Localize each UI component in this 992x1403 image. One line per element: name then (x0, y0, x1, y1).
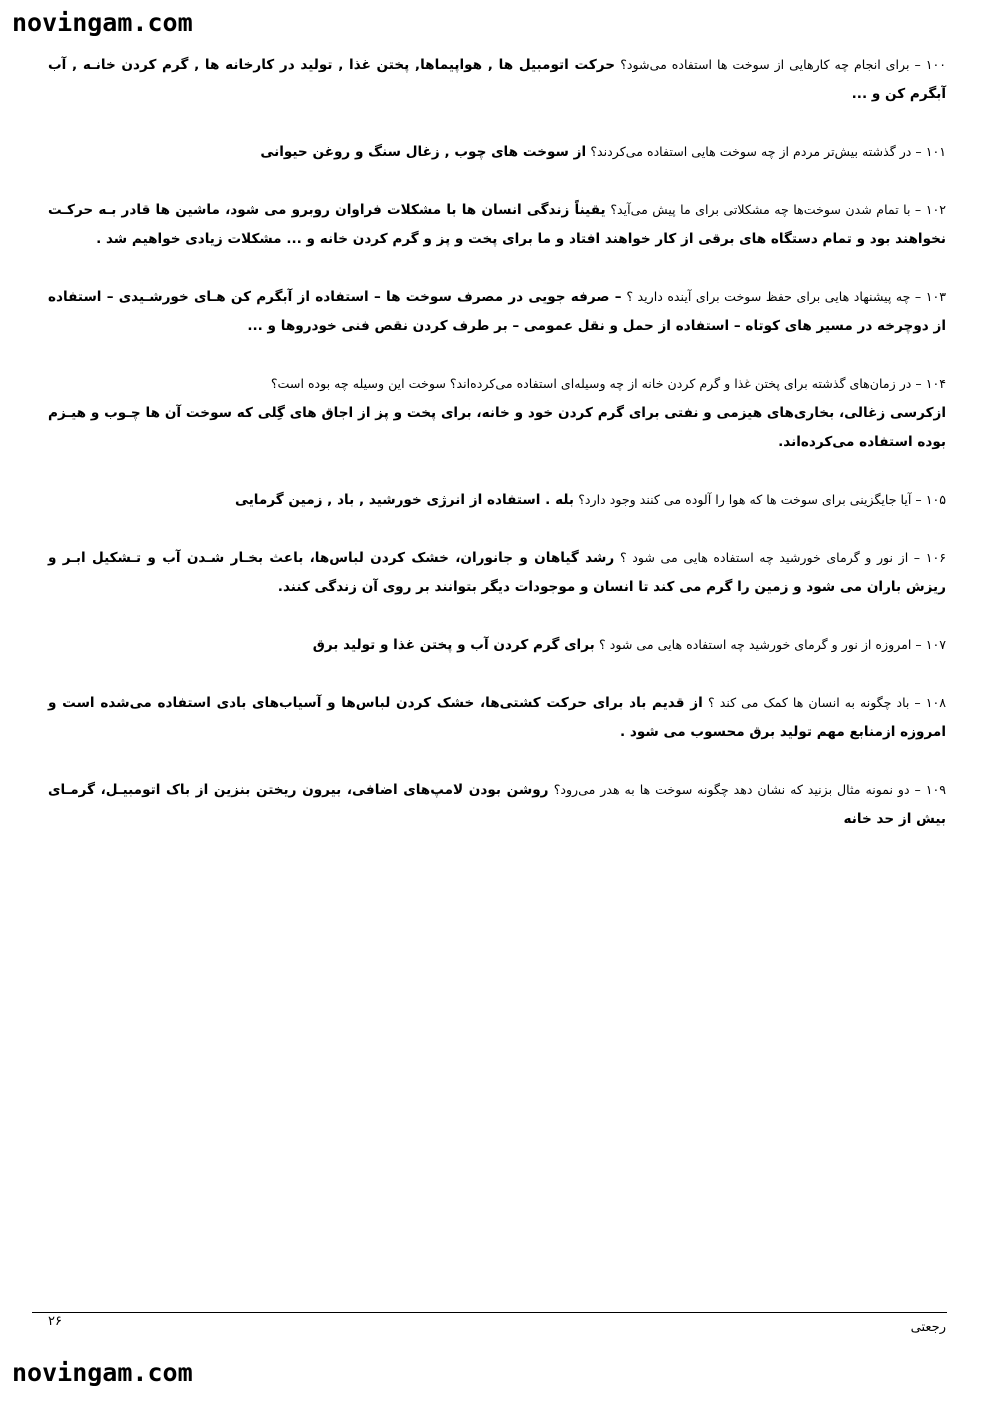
answer-text: یقیناً زندگی انسان ها با مشکلات فراوان روبرو می شود، ماشین ها قادر بـه حرکـت نخواهند بود و تمام دستگاه های برقی از کار خواهند افتاد و ما برای پخت و پز و گرم کردن خانه و ... مشکلات زیادی خواهیم شد . (48, 202, 946, 247)
qa-item (48, 282, 946, 341)
question-text: ۱۰۷ – امروزه از نور و گرمای خورشید چه استفاده هایی می شود ؟ (599, 637, 946, 652)
qa-item (48, 369, 946, 457)
qa-item (48, 543, 946, 602)
qa-item (48, 485, 946, 515)
answer-text: بله . استفاده از انرژی خورشید , باد , زمین گرمایی (234, 492, 574, 508)
answer-text: برای گرم کردن آب و پختن غذا و تولید برق (312, 637, 595, 653)
answer-text: حرکت اتومبیل ها , هواپیماها, پختن غذا , تولید در کارخانه ها , گرم کردن خانـه , آب آبگرم کن و ... (48, 57, 946, 102)
qa-item (48, 688, 946, 747)
question-text: ۱۰۸ – باد چگونه به انسان ها کمک می کند ؟ (708, 695, 946, 710)
question-text: ۱۰۳ – چه پیشنهاد هایی برای حفظ سوخت برای آینده دارید ؟ (626, 289, 946, 304)
question-text: ۱۰۰ – برای انجام چه کارهایی از سوخت ها استفاده می‌شود؟ (620, 57, 947, 72)
qa-list (48, 50, 946, 862)
page-number: ۲۶ (48, 1314, 62, 1329)
question-text: ۱۰۲ – با تمام شدن سوخت‌ها چه مشکلاتی برای ما پیش می‌آید؟ (610, 202, 946, 217)
answer-text: از سوخت های چوب , زغال سنگ و روغن حیوانی (260, 144, 587, 160)
question-text: ۱۰۱ – در گذشته بیش‌تر مردم از چه سوخت هایی استفاده می‌کردند؟ (590, 144, 946, 159)
answer-text: روشن بودن لامپ‌های اضافی، بیرون ریختن بنزین از باک اتومبیـل، گرمـای بیش از حد خانه (48, 782, 946, 827)
qa-item (48, 137, 946, 167)
qa-item (48, 630, 946, 660)
footer-author: رجعتی (910, 1320, 946, 1335)
watermark-top: novingam.com (12, 8, 193, 37)
question-text: ۱۰۹ – دو نمونه مثال بزنید که نشان دهد چگونه سوخت ها به هدر می‌رود؟ (553, 782, 946, 797)
answer-text: رشد گیاهان و جانوران، خشک کردن لباس‌ها، باعث بخـار شـدن آب و تـشکیل ابـر و ریزش باران می شود و زمین را گرم می کند تا انسان و موجودات دیگر بتوانند بر روی آن زندگی کنند. (48, 550, 946, 595)
question-text: ۱۰۶ – از نور و گرمای خورشید چه استفاده هایی می شود ؟ (620, 550, 946, 565)
footer-divider (32, 1312, 947, 1313)
qa-item (48, 775, 946, 834)
qa-item (48, 195, 946, 254)
answer-text: از قدیم باد برای حرکت کشتی‌ها، خشک کردن لباس‌ها و آسیاب‌های بادی استفاده می‌شده است و امروزه ازمنابع مهم تولید برق محسوب می شود . (48, 695, 946, 740)
watermark-bottom: novingam.com (12, 1358, 193, 1387)
answer-text: – صرفه جویی در مصرف سوخت ها – استفاده از آبگرم کن هـای خورشـیدی – استفاده از دوچرخه در مسیر های کوتاه – استفاده از حمل و نقل عمومی – بر طرف کردن نقص فنی خودروها و ... (48, 289, 946, 334)
qa-item (48, 50, 946, 109)
answer-text: ازکرسی زغالی، بخاری‌های هیزمی و نفتی برای گرم کردن خود و خانه، برای پخت و پز از اجاق های گِلی که سوخت آن ها چـوب و هیـزم بوده استفاده می‌کرده‌اند. (48, 405, 946, 450)
question-text: ۱۰۵ – آیا جایگزینی برای سوخت ها که هوا را آلوده می کنند وجود دارد؟ (578, 492, 946, 507)
question-text: ۱۰۴ – در زمان‌های گذشته برای پختن غذا و گرم کردن خانه از چه وسیله‌ای استفاده می‌کرده‌اند؟ سوخت این وسیله چه بوده است؟ (270, 376, 946, 391)
